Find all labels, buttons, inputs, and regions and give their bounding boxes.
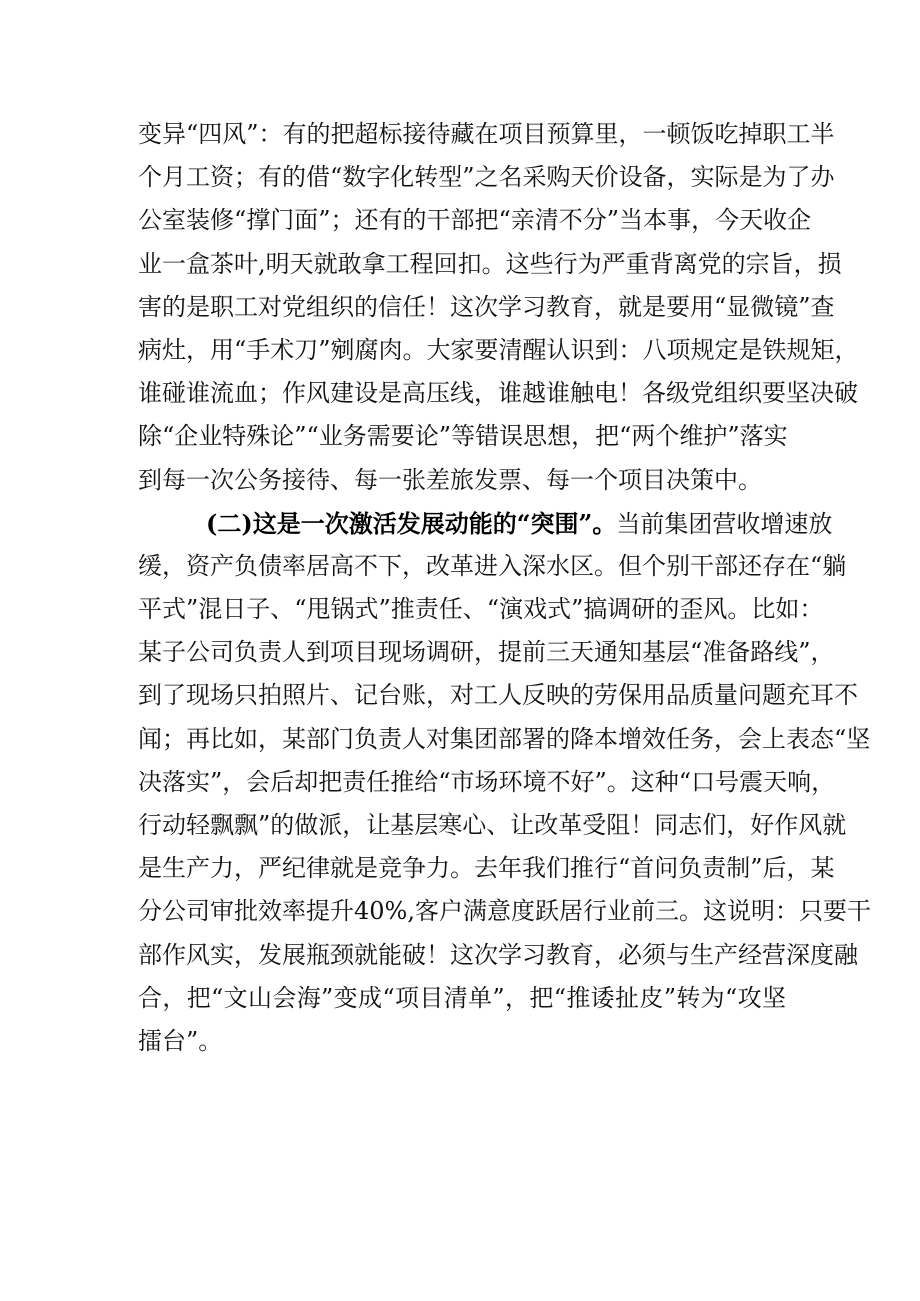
- paragraph-1-line: 变异“四风”：有的把超标接待藏在项目预算里，一顿饭吃掉职工半: [138, 120, 835, 148]
- paragraph-1-line: 害的是职工对党组织的信任！这次学习教育，就是要用“显微镜”查: [138, 292, 835, 321]
- paragraph-1-line: 个月工资；有的借“数字化转型”之名采购天价设备，实际是为了办: [138, 163, 835, 192]
- paragraph-1-line: 公室装修“撑门面”；还有的干部把“亲清不分”当本事，今天收企: [138, 206, 812, 235]
- paragraph-1-line: 除“企业特殊论”“业务需要论”等错误思想，把“两个维护”落实: [138, 422, 788, 451]
- paragraph-2-line: 分公司审批效率提升40%,客户满意度跃居行业前三。这说明：只要干: [138, 897, 871, 926]
- paragraph-1-line: 谁碰谁流血；作风建设是高压线，谁越谁触电！各级党组织要坚决破: [138, 379, 858, 408]
- paragraph-2-line: 某子公司负责人到项目现场调研，提前三天通知基层“准备路线”，: [138, 638, 835, 667]
- paragraph-1-line: 病灶，用“手术刀”剜腐肉。大家要清醒认识到：八项规定是铁规矩，: [138, 335, 859, 364]
- paragraph-2-first-line-text: 当前集团营收增速放: [616, 509, 833, 538]
- paragraph-2-first-line: [138, 502, 833, 545]
- paragraph-2-line: 决落实”，会后却把责任推给“市场环境不好”。这种“口号震天响，: [138, 767, 836, 796]
- paragraph-2-line: 部作风实，发展瓶颈就能破！这次学习教育，必须与生产经营深度融: [138, 940, 858, 969]
- paragraph-2-line: 平式”混日子、“甩锅式”推责任、“演戏式”搞调研的歪风。比如：: [138, 595, 824, 624]
- paragraph-2-line: 闻；再比如，某部门负责人对集团部署的降本增效任务，会上表态“坚: [138, 724, 871, 753]
- paragraph-2-line: 到了现场只拍照片、记台账，对工人反映的劳保用品质量问题充耳不: [138, 681, 858, 710]
- paragraph-2-line: 是生产力，严纪律就是竞争力。去年我们推行“首问负责制”后，某: [138, 854, 835, 883]
- document-body: [138, 113, 871, 1063]
- paragraph-2-line: 行动轻飘飘”的做派，让基层寒心、让改革受阻！同志们，好作风就: [138, 811, 847, 839]
- paragraph-2-line: 缓，资产负债率居高不下，改革进入深水区。但个别干部还存在“躺: [138, 551, 847, 580]
- paragraph-2: [138, 502, 871, 1063]
- paragraph-1-line: 到每一次公务接待、每一张差旅发票、每一个项目决策中。: [138, 465, 762, 494]
- paragraph-1: [138, 113, 859, 502]
- paragraph-2-line: 合，把“文山会海”变成“项目清单”，把“推诿扯皮”转为“攻坚: [138, 983, 786, 1012]
- section-heading: (二)这是一次激活发展动能的“突围”。: [206, 508, 617, 538]
- paragraph-2-line: 擂台”。: [138, 1026, 223, 1055]
- paragraph-1-line: 业一盒茶叶,明天就敢拿工程回扣。这些行为严重背离党的宗旨，损: [138, 249, 842, 278]
